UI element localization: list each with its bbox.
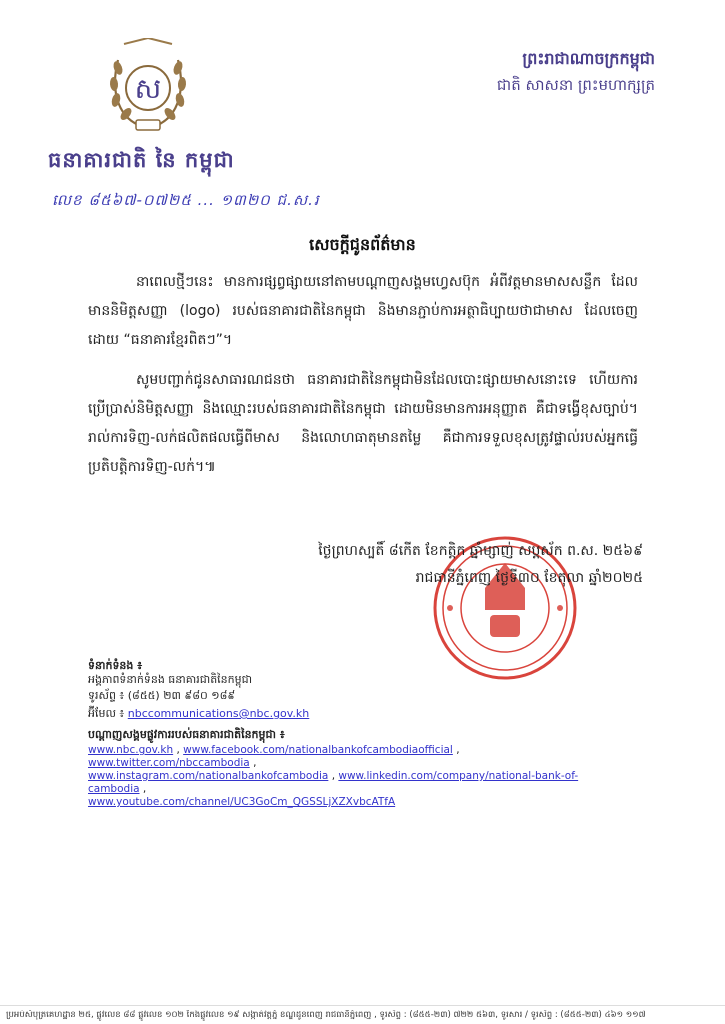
footer-address: ប្រអប់សំបុត្រគេហដ្ឋាន ២៥, ផ្លូវលេខ ៨៨ ផ្លូវលេខ ១០២ កែងផ្លូវលេខ ១៩ សង្កាត់វត្តភ្នំ ខណ្ឌដូនពេញ រាជធានីភ្នំពេញ , ទូរស័ព្ទ : (៨៥៥-២៣) ៧២២ ៥៦៣, ទូរសារ / ទូរស័ព្ទ : (៨៥៥-២៣) ៤៦១ ១១៧ — [6, 1010, 646, 1020]
social-heading: បណ្ដាញសង្គមផ្លូវការរបស់ធនាគារជាតិនៃកម្ពុជា ៖ — [88, 728, 285, 741]
emblem-glyph: ស — [134, 72, 162, 105]
contact-email-row — [88, 706, 309, 722]
contact-phone-row — [88, 688, 235, 704]
kingdom-heading: ព្រះរាជាណាចក្រកម្ពុជា — [522, 49, 655, 68]
body-paragraph-2: សូមបញ្ជាក់ជូនសាធារណជនថា ធនាគារជាតិនៃកម្ពុជាមិនដែលបោះផ្សាយមាសនោះទេ ហើយការប្រើប្រាស់និមិត្តសញ្ញា និងឈ្មោះរបស់ធនាគារជាតិនៃកម្ពុជា ដោយមិនមានការអនុញ្ញាត គឺជាទង្វើខុសច្បាប់។ រាល់ការទិញ-លក់ផលិតផលធ្វើពីមាស និងលោហធាតុមានតម្លៃ គឺជាការទទួលខុសត្រូវផ្ទាល់របស់អ្នកធ្វើប្រតិបត្តិការទិញ-លក់។៕ — [88, 372, 638, 475]
document-title: សេចក្តីជូនព័ត៌មាន — [309, 235, 416, 254]
bank-name: ធនាគារជាតិ នៃ កម្ពុជា — [48, 148, 235, 172]
website-link[interactable]: www.nbc.gov.kh — [88, 744, 174, 756]
contact-heading: ទំនាក់ទំនង ៖ — [88, 659, 143, 672]
phone-label: ទូរស័ព្ទ ៖ — [88, 689, 125, 702]
email-label: អ៊ីមែល ៖ — [88, 707, 125, 720]
body-paragraph-1: នាពេលថ្មីៗនេះ មានការផ្សព្វផ្សាយនៅតាមបណ្ដាញសង្គមហ្វេសប៊ុក អំពីវត្តមានមាសសន្លឹក ដែលមាននិមិត្តសញ្ញា (logo) របស់ធនាគារជាតិនៃកម្ពុជា និងមានភ្ជាប់ការអត្ថាធិប្បាយថាជាមាស ដែលចេញដោយ “ធនាគារខ្មែរពិតៗ”។ — [88, 274, 638, 348]
linkedin-link[interactable]: www.linkedin.com/company/national-bank-of-cambodia — [88, 770, 579, 795]
social-links: www.nbc.gov.kh , www.facebook.com/nationalbankofcambodiaofficial , www.twitter.com/nbccambodia , www.instagram.com/nationalbankofcambodia , www.linkedin.com/company/national-bank-of-cambodia , www.youtube.com/channel/UC3GoCm_QGSSLjXZXvbcATfA — [88, 744, 579, 808]
footer-divider — [0, 1005, 725, 1006]
gregorian-date: រាជធានីភ្នំពេញ ថ្ងៃទី៣០ ខែតុលា ឆ្នាំ២០២៥ — [415, 570, 643, 586]
twitter-link[interactable]: www.twitter.com/nbccambodia — [88, 757, 250, 769]
lunar-date: ថ្ងៃព្រហស្បតិ៍ ៨កើត ខែកត្តិក ឆ្នាំម្សាញ់ សប្តស័ក ព.ស. ២៥៦៩ — [318, 543, 643, 559]
phone-number: (៨៥៥) ២៣ ៩៨០ ១៨៩ — [127, 689, 236, 702]
email-link[interactable]: nbccommunications@nbc.gov.kh — [127, 707, 310, 720]
reference-number: លេខ ៨៥៦៧-០៧២៥ ... ១៣២០ ជ.ស.រ — [52, 191, 320, 209]
contact-office: អង្គភាពទំនាក់ទំនង ធនាគារជាតិនៃកម្ពុជា — [88, 673, 253, 686]
youtube-link[interactable]: www.youtube.com/channel/UC3GoCm_QGSSLjXZXvbcATfA — [88, 796, 396, 808]
national-motto: ជាតិ សាសនា ព្រះមហាក្សត្រ — [496, 76, 655, 94]
nbc-emblem-icon — [104, 38, 192, 138]
facebook-link[interactable]: www.facebook.com/nationalbankofcambodiaofficial — [183, 744, 453, 756]
instagram-link[interactable]: www.instagram.com/nationalbankofcambodia — [88, 770, 329, 782]
